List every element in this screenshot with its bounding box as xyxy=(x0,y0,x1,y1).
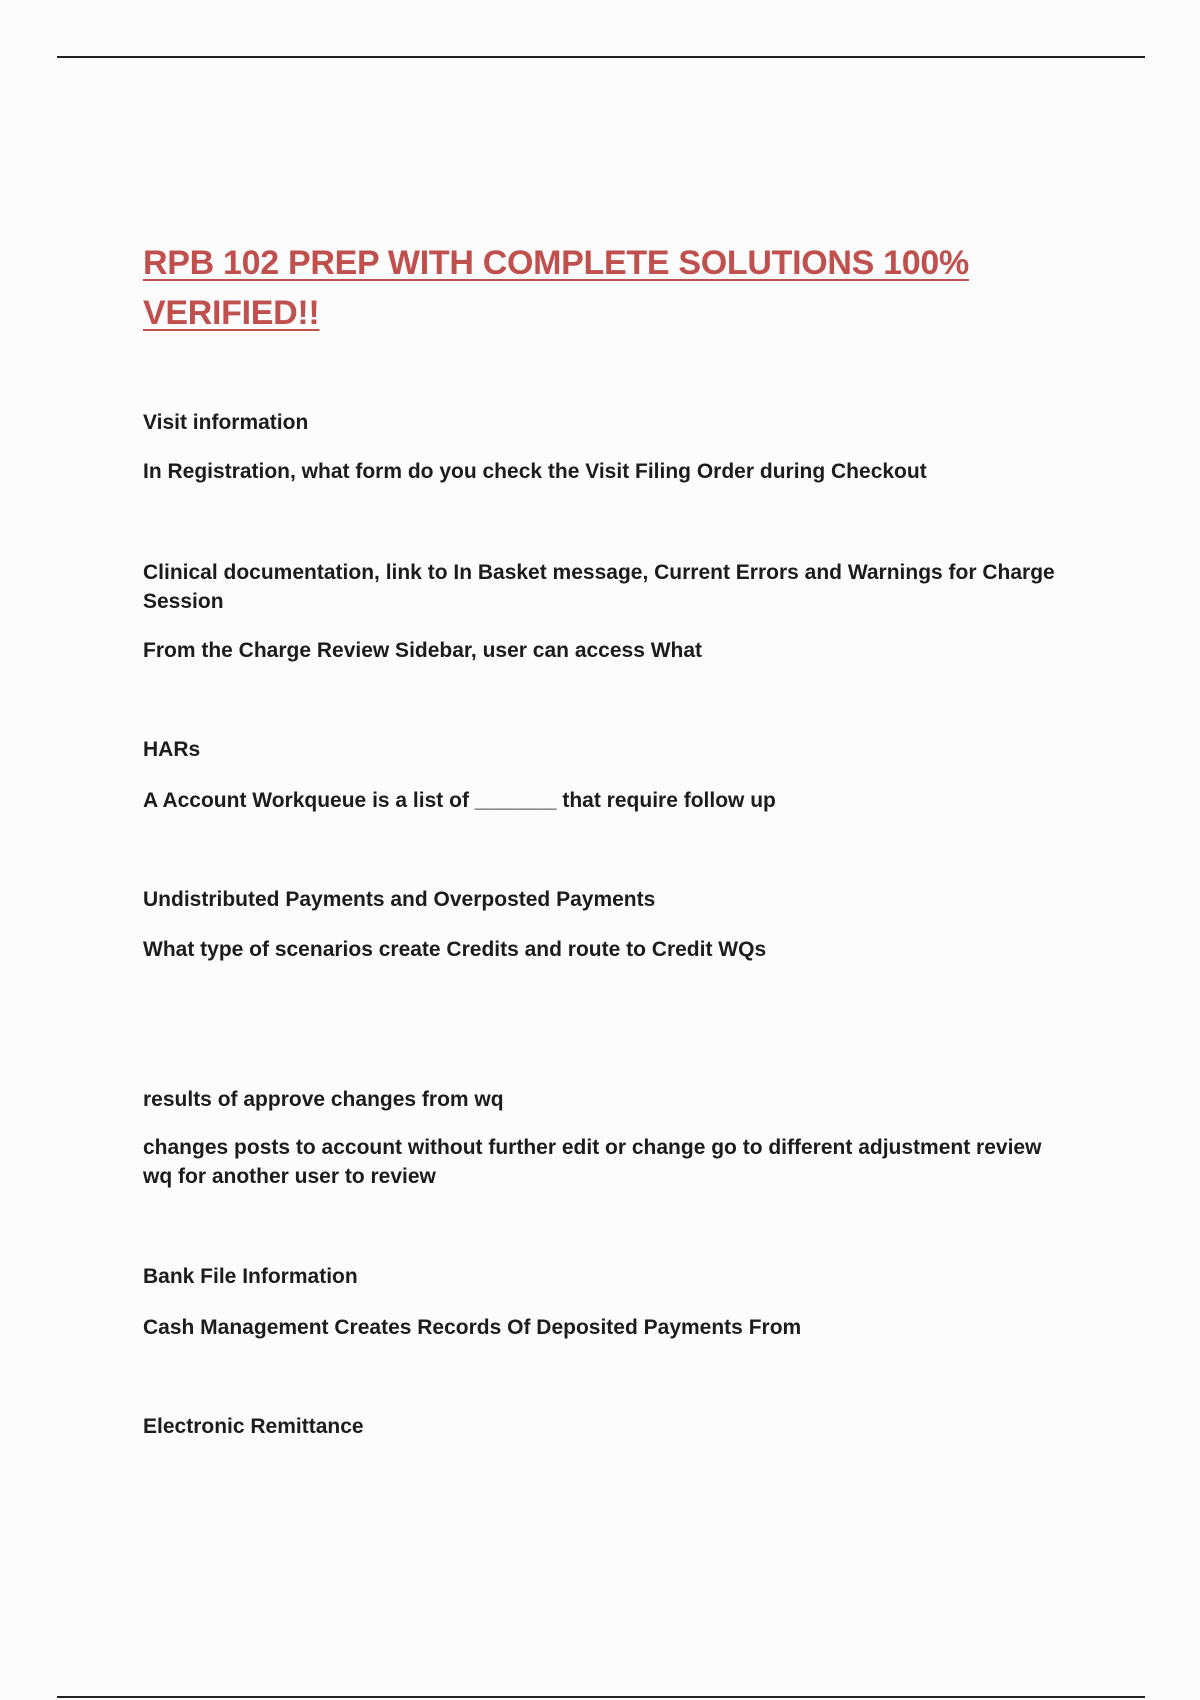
answer-clinical-documentation: Clinical documentation, link to In Basket message, Current Errors and Warnings for Charge Session xyxy=(143,561,1055,613)
answer-approve-changes: results of approve changes from wq xyxy=(143,1088,504,1111)
document-title-text: RPB 102 PREP WITH COMPLETE SOLUTIONS 100% VERIFIED!! xyxy=(143,244,969,332)
answer-undistributed-payments: Undistributed Payments and Overposted Payments xyxy=(143,888,656,911)
question-account-workqueue: A Account Workqueue is a list of _______ that require follow up xyxy=(143,789,776,812)
question-credit-scenarios: What type of scenarios create Credits and route to Credit WQs xyxy=(143,938,767,961)
question-changes-posts: changes posts to account without further edit or change go to different adjustment review wq for another user to review xyxy=(143,1136,1042,1188)
question-cash-management: Cash Management Creates Records Of Deposited Payments From xyxy=(143,1316,802,1339)
answer-electronic-remittance: Electronic Remittance xyxy=(143,1415,364,1438)
answer-visit-information: Visit information xyxy=(143,411,309,434)
answer-bank-file-information: Bank File Information xyxy=(143,1265,358,1288)
question-charge-review-sidebar: From the Charge Review Sidebar, user can access What xyxy=(143,639,703,662)
top-rule xyxy=(57,56,1145,58)
bottom-rule xyxy=(57,1696,1145,1698)
document-title xyxy=(143,238,1083,338)
question-visit-filing-order: In Registration, what form do you check the Visit Filing Order during Checkout xyxy=(143,460,927,483)
answer-hars: HARs xyxy=(143,738,201,761)
